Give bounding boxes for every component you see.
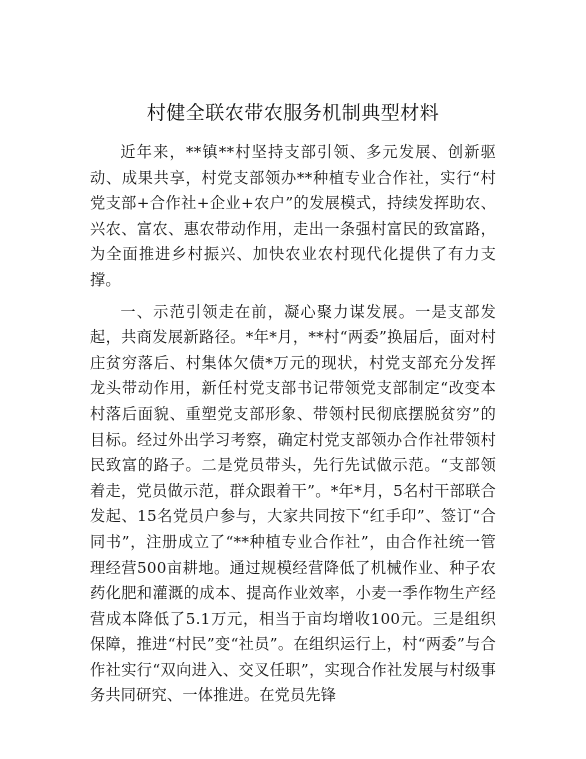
- body-paragraph-section-one: 一、示范引领走在前，凝心聚力谋发展。一是支部发起，共商发展新路径。*年*月，**村“两委”换届后，面对村庄贫穷落后、村集体欠债*万元的现状，村党支部充分发挥龙头带动作用，新任村党支部书记带领党支部制定“改变本村落后面貌、重塑党支部形象、带领村民彻底摆脱贫穷”的目标。经过外出学习考察，确定村党支部领办合作社带领村民致富的路子。二是党员带头，先行先试做示范。“支部领着走，党员做示范，群众跟着干”。*年*月，5名村干部联合发起、15名党员户参与，大家共同按下“红手印”、签订“合同书”，注册成立了“**种植专业合作社”，由合作社统一管理经营500亩耕地。通过规模经营降低了机械作业、种子农药化肥和灌溉的成本、提高作业效率，小麦一季作物生产经营成本降低了5.1万元，相当于亩均增收100元。三是组织保障，推进“村民”变“社员”。在组织运行上，村“两委”与合作社实行“双向进入、交叉任职”，实现合作社发展与村级事务共同研究、一体推进。在党员先锋: [90, 302, 496, 705]
- document-title: 村健全联农带农服务机制典型材料: [146, 102, 440, 124]
- body-paragraph-intro: 近年来，**镇**村坚持支部引领、多元发展、创新驱动、成果共享，村党支部领办**种植专业合作社，实行“村党支部+合作社+企业+农户”的发展模式，持续发挥助农、兴农、富农、惠农带动作用，走出一条强村富民的致富路，为全面推进乡村振兴、加快农业农村现代化提供了有力支撑。: [90, 143, 496, 289]
